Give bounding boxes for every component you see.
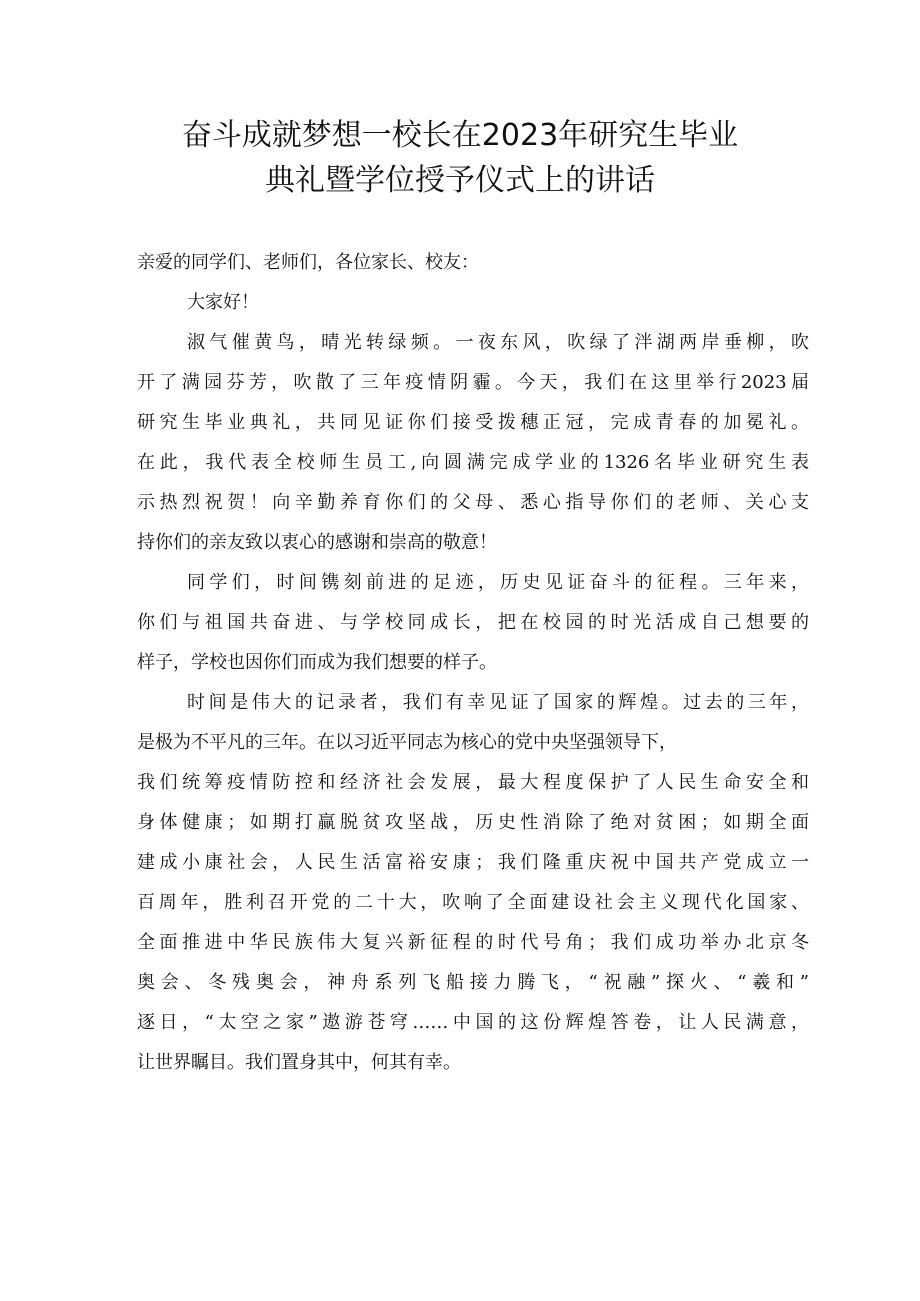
paragraph-line: 示热烈祝贺！向辛勤养育你们的父母、悉心指导你们的老师、关心支: [137, 492, 809, 513]
paragraph-line: 我们统筹疫情防控和经济社会发展，最大程度保护了人民生命安全和: [137, 772, 809, 793]
document-title-line-2: 典礼暨学位授予仪式上的讲话: [265, 163, 655, 198]
paragraph-3: [137, 683, 809, 1083]
paragraph-line: 持你们的亲友致以衷心的感谢和崇高的敬意！: [137, 532, 497, 553]
paragraph-line: 样子，学校也因你们而成为我们想要的样子。: [137, 652, 497, 673]
paragraph-2: [137, 563, 809, 683]
paragraph-line: 淑气催黄鸟，晴光转绿频。一夜东风，吹绿了泮湖两岸垂柳，吹: [187, 332, 809, 353]
paragraph-line: 逐日，“太空之家”遨游苍穹……中国的这份辉煌答卷，让人民满意，: [137, 1012, 809, 1033]
paragraph-line: 开了满园芬芳，吹散了三年疫情阴霾。今天，我们在这里举行2023届: [137, 372, 809, 393]
paragraph-line: 研究生毕业典礼，共同见证你们接受拨穗正冠，完成青春的加冕礼。: [137, 412, 809, 433]
paragraph-line: 全面推进中华民族伟大复兴新征程的时代号角；我们成功举办北京冬: [137, 932, 809, 953]
document-title-line-1: 奋斗成就梦想一校长在2023年研究生毕业: [181, 118, 739, 153]
paragraph-line: 你们与祖国共奋进、与学校同成长，把在校园的时光活成自己想要的: [137, 612, 809, 633]
paragraph-line: 奥会、冬残奥会，神舟系列飞船接力腾飞，“祝融”探火、“羲和”: [137, 972, 809, 993]
paragraph-line: 在此，我代表全校师生员工,向圆满完成学业的1326名毕业研究生表: [137, 452, 809, 473]
paragraph-line: 建成小康社会，人民生活富裕安康；我们隆重庆祝中国共产党成立一: [137, 852, 809, 873]
paragraph-line: 同学们，时间镌刻前进的足迹，历史见证奋斗的征程。三年来，: [187, 572, 809, 593]
greeting: 大家好！: [187, 292, 259, 313]
salutation: 亲爱的同学们、老师们，各位家长、校友：: [137, 252, 479, 273]
paragraph-line: 百周年，胜利召开党的二十大，吹响了全面建设社会主义现代化国家、: [137, 892, 809, 913]
paragraph-line: 让世界瞩目。我们置身其中，何其有幸。: [137, 1052, 461, 1073]
speech-body: [137, 243, 809, 1083]
paragraph-line: 是极为不平凡的三年。在以习近平同志为核心的党中央坚强领导下，: [137, 732, 677, 753]
paragraph-line: 时间是伟大的记录者，我们有幸见证了国家的辉煌。过去的三年，: [187, 692, 809, 713]
paragraph-1: [137, 323, 809, 563]
paragraph-line: 身体健康；如期打赢脱贫攻坚战，历史性消除了绝对贫困；如期全面: [137, 812, 809, 833]
